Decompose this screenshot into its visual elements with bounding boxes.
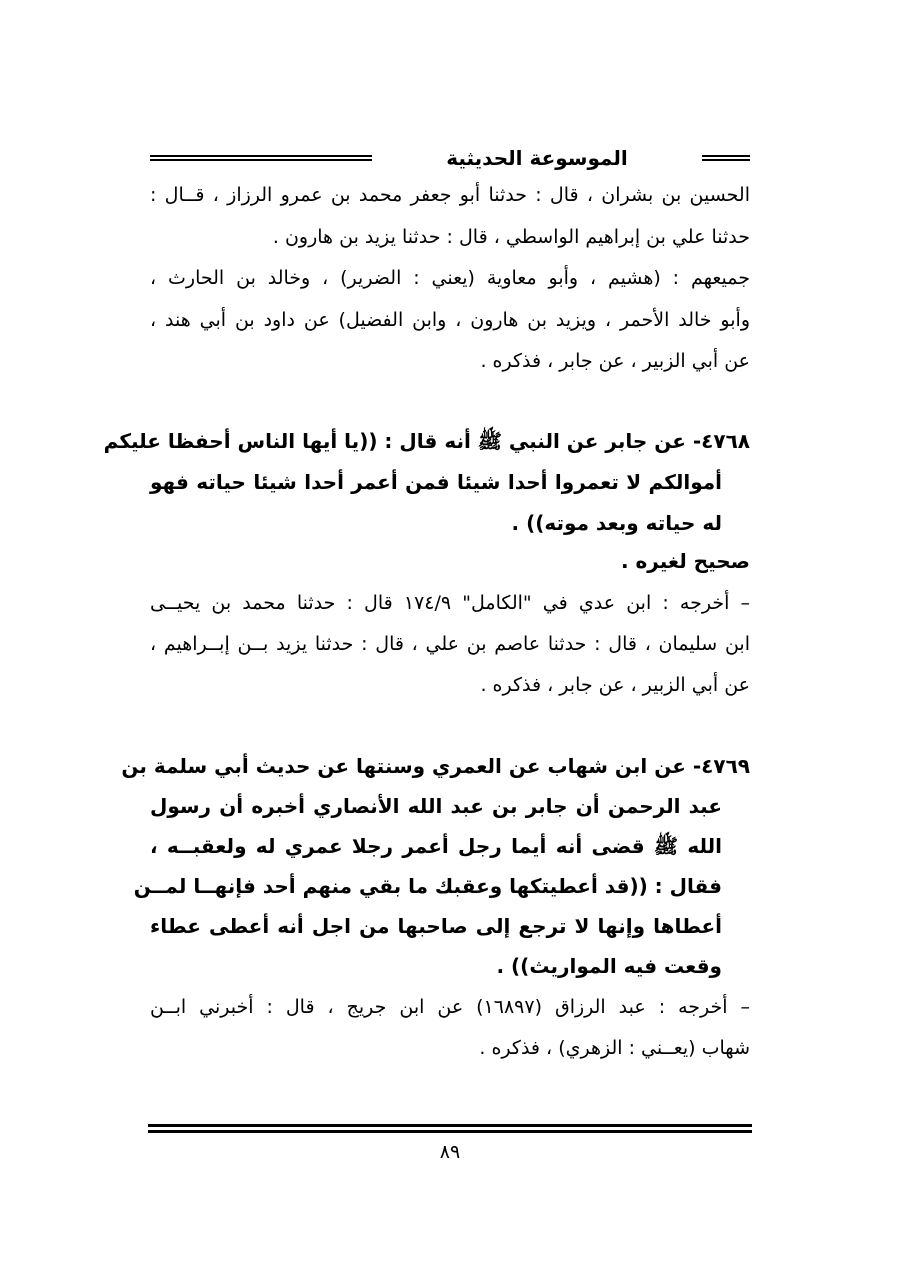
text-line: الحسين بن بشران ، قال : حدثنا أبو جعفر محمد بن عمرو الرزاز ، قــال : <box>150 184 750 206</box>
hadith-text-line: فقال : ((قد أعطيتكها وعقبك ما بقي منهم أحد فإنهــا لمــن <box>133 874 722 898</box>
footer-rule <box>148 1124 752 1127</box>
hadith-text-line: وقعت فيه المواريث)) . <box>496 954 722 978</box>
hadith-text-line: أعطاها وإنها لا ترجع إلى صاحبها من اجل أنه أعطى عطاء <box>150 914 722 938</box>
text-line: وأبو خالد الأحمر ، ويزيد بن هارون ، وابن الفضيل) عن داود بن أبي هند ، <box>150 309 750 331</box>
text-line: حدثنا علي بن إبراهيم الواسطي ، قال : حدثنا يزيد بن هارون . <box>272 226 750 248</box>
hadith-text-line: عبد الرحمن أن جابر بن عبد الله الأنصاري أخبره أن رسول <box>150 794 722 818</box>
page-number: ٨٩ <box>439 1141 461 1163</box>
takhrij-line: – أخرجه : عبد الرزاق (١٦٨٩٧) عن ابن جريج ، قال : أخبرني ابــن <box>150 996 750 1018</box>
hadith-heading-line: ٤٧٦٩- عن ابن شهاب عن العمري وسنتها عن حديث أبي سلمة بن <box>121 754 750 778</box>
running-header <box>150 143 750 177</box>
footer-rule <box>148 1130 752 1133</box>
takhrij-line: – أخرجه : ابن عدي في "الكامل" ١٧٤/٩ قال : حدثنا محمد بن يحيــى <box>150 592 750 614</box>
hadith-text-line: أموالكم لا تعمروا أحدا شيئا فمن أعمر أحدا شيئا حياته فهو <box>150 470 722 494</box>
header-title: الموسوعة الحديثية <box>446 146 628 170</box>
takhrij-line: عن أبي الزبير ، عن جابر ، فذكره . <box>480 674 750 696</box>
header-rule-left <box>150 155 372 161</box>
text-line: جميعهم : (هشيم ، وأبو معاوية (يعني : الضرير) ، وخالد بن الحارث ، <box>150 267 750 289</box>
takhrij-line: شهاب (يعــني : الزهري) ، فذكره . <box>479 1037 750 1059</box>
hadith-text-line: له حياته وبعد موته)) . <box>511 511 722 535</box>
takhrij-line: ابن سليمان ، قال : حدثنا عاصم بن علي ، قال : حدثنا يزيد بــن إبــراهيم ، <box>150 633 750 655</box>
header-rule-right <box>702 155 750 161</box>
hadith-heading-line: ٤٧٦٨- عن جابر عن النبي ﷺ أنه قال : ((يا أيها الناس أحفظا عليكم <box>103 429 750 453</box>
hadith-text-line: الله ﷺ قضى أنه أيما رجل أعمر رجلا عمري له ولعقبــه ، <box>150 834 722 858</box>
text-line: عن أبي الزبير ، عن جابر ، فذكره . <box>480 350 750 372</box>
grading-line: صحيح لغيره . <box>620 549 750 573</box>
